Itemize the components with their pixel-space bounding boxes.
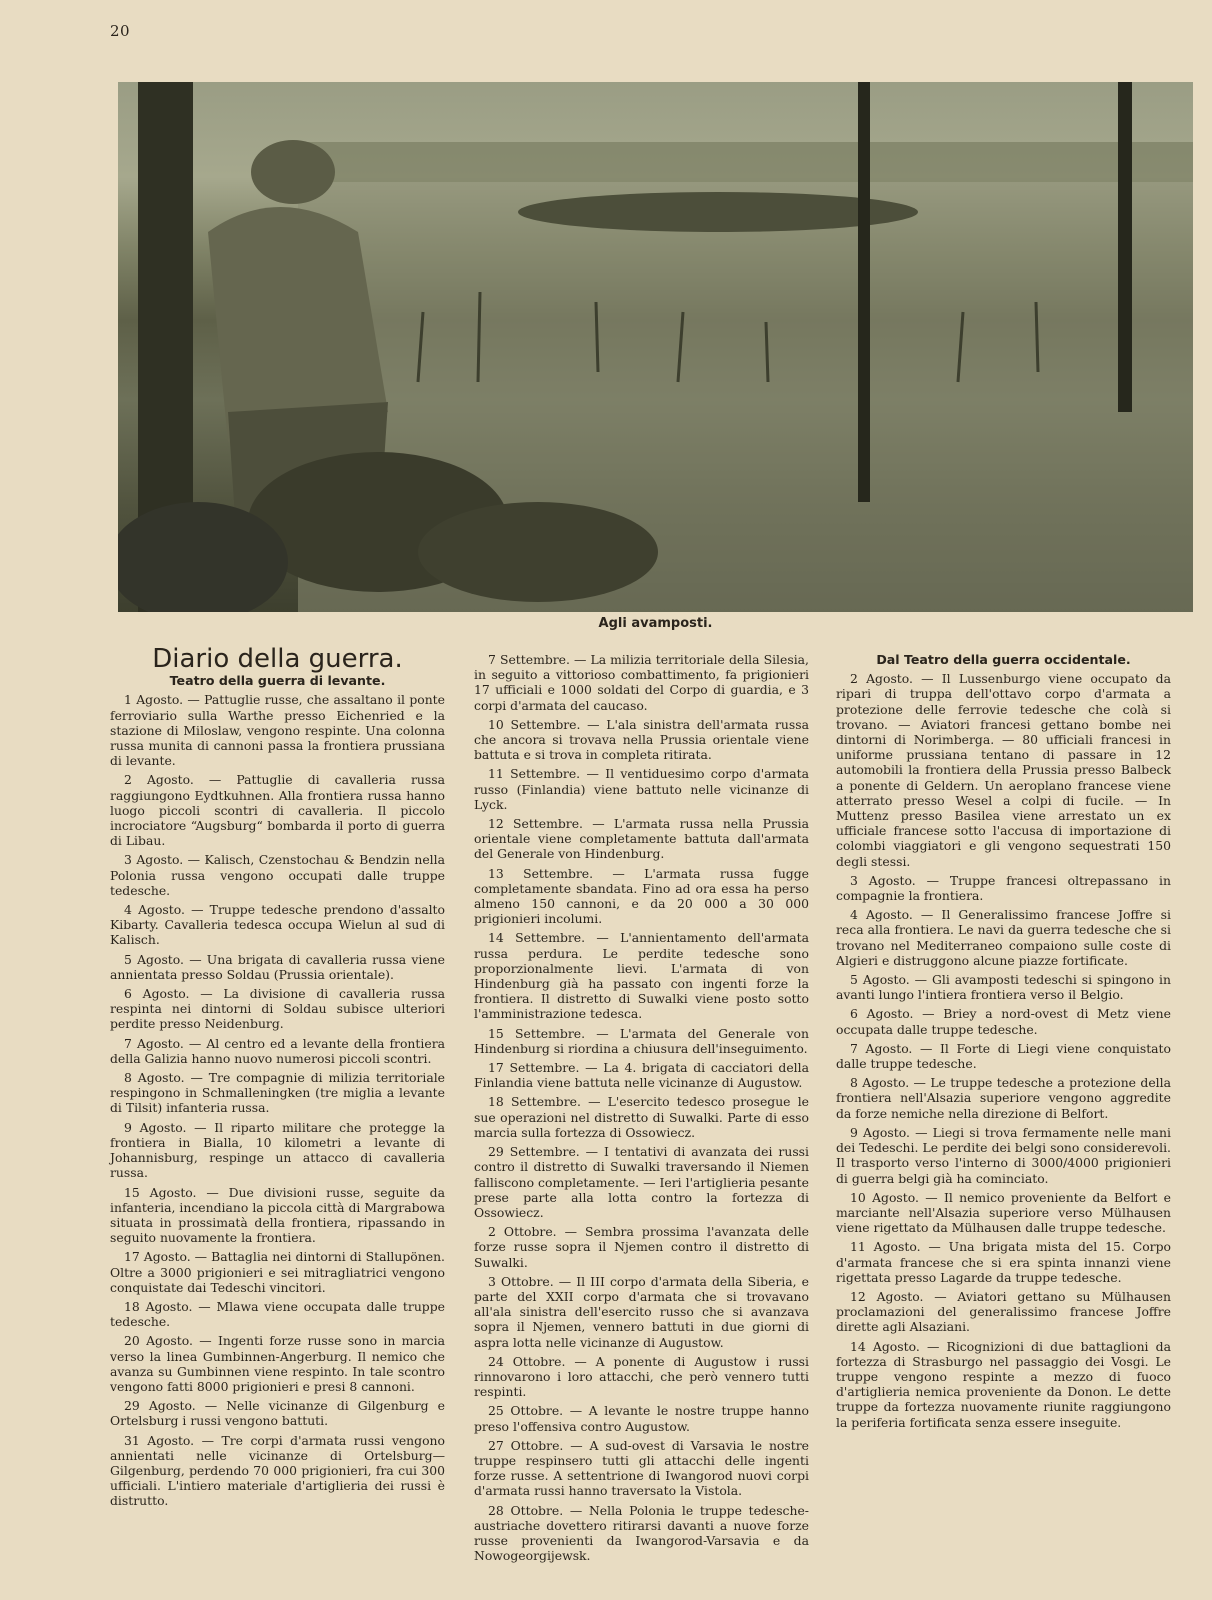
diary-entry: 18 Settembre. — L'esercito tedesco prosegue le sue operazioni nel distretto di Suwalki. Parte di esso marcia sulla fortezza di Ossowiecz. xyxy=(474,1094,809,1140)
diary-entry: 13 Settembre. — L'armata russa fugge completamente sbandata. Fino ad ora essa ha perso almeno 150 cannoni, e da 20 000 a 30 000 prigionieri incolumi. xyxy=(474,865,809,927)
column-2-entries xyxy=(474,652,809,1563)
diary-entry: 17 Settembre. — La 4. brigata di cacciatori della Finlandia viene battuta nelle vicinanze di Augustow. xyxy=(474,1060,809,1091)
diary-entry: 8 Agosto. — Tre compagnie di milizia territoriale respingono in Schmalleningken (tre miglia a levante di Tilsit) infanteria russa. xyxy=(110,1070,445,1116)
article-title: Diario della guerra. xyxy=(152,644,403,674)
diary-entry: 1 Agosto. — Pattuglie russe, che assaltano il ponte ferroviario sulla Warthe presso Eichenried e la stazione di Miloslaw, vengono respinte. Una colonna russa munita di cannoni passa la frontiera prussiana di levante. xyxy=(110,692,445,769)
diary-entry: 15 Agosto. — Due divisioni russe, seguite da infanteria, incendiano la piccola città di Margrabowa situata in prossimatà della frontiera, ripassando in seguito nuovamente la frontiera. xyxy=(110,1184,445,1246)
diary-entry: 3 Agosto. — Kalisch, Czenstochau & Bendzin nella Polonia russa vengono occupati dalle truppe tedesche. xyxy=(110,852,445,898)
diary-entry: 8 Agosto. — Le truppe tedesche a protezione della frontiera nell'Alsazia superiore vengono aggredite da forze nemiche nella direzione di Belfort. xyxy=(836,1075,1171,1121)
diary-entry: 7 Agosto. — Al centro ed a levante della frontiera della Galizia hanno nuovo numerosi piccoli scontri. xyxy=(110,1035,445,1066)
diary-entry: 29 Agosto. — Nelle vicinanze di Gilgenburg e Ortelsburg i russi vengono battuti. xyxy=(110,1398,445,1429)
diary-entry: 6 Agosto. — Briey a nord-ovest di Metz viene occupata dalle truppe tedesche. xyxy=(836,1006,1171,1037)
diary-entry: 20 Agosto. — Ingenti forze russe sono in marcia verso la linea Gumbinnen-Angerburg. Il nemico che avanza su Gumbinnen viene respinto. In tale scontro vengono fatti 8000 prigionieri e presi 8 cannoni. xyxy=(110,1333,445,1394)
diary-entry: 17 Agosto. — Battaglia nei dintorni di Stallupönen. Oltre a 3000 prigionieri e sei mitragliatrici vengono conquistate dai Tedeschi vincitori. xyxy=(110,1249,445,1295)
diary-entry: 12 Settembre. — L'armata russa nella Prussia orientale viene completamente battuta dall'armata del Generale von Hindenburg. xyxy=(474,816,809,862)
diary-entry: 14 Agosto. — Ricognizioni di due battaglioni da fortezza di Strasburgo nel passaggio dei Vosgi. Le truppe vengono respinte a mezzo di fuoco d'artiglieria nemica proveniente da Donon. Le dette truppe da fortezza nuovamente riunite raggiungono la periferia fortificata senza essere inseguite. xyxy=(836,1338,1171,1430)
diary-entry: 25 Ottobre. — A levante le nostre truppe hanno preso l'offensiva contro Augustow. xyxy=(474,1403,809,1434)
column-3 xyxy=(836,652,1171,1434)
diary-entry: 6 Agosto. — La divisione di cavalleria russa respinta nei dintorni di Soldau subisce ulteriori perdite presso Neidenburg. xyxy=(110,986,445,1032)
diary-entry: 2 Agosto. — Il Lussenburgo viene occupato da ripari di truppa dell'ottavo corpo d'armata a protezione delle ferrovie tedesche che colà si trovano. — Aviatori francesi gettano bombe nei dintorni di Norimberga. — 80 ufficiali francesi in uniforme prussiana tentano di passare in 12 automobili la frontiera della Prussia presso Balbeck a ponente di Geldern. Un aeroplano francese viene atterrato presso Wesel a colpi di fucile. — In Muttenz presso Basilea viene arrestato un ex ufficiale francese sotto l'accusa di importazione di colombi viaggiatori e gli vengono sequestrati 150 degli stessi. xyxy=(836,671,1171,869)
diary-entry: 3 Ottobre. — Il III corpo d'armata della Siberia, e parte del XXII corpo d'armata che si trovavano all'ala sinistra dell'esercito russo che si avanzava sopra il Njemen, vennero battuti in due giorni di aspra lotta nelle vicinanze di Augustow. xyxy=(474,1273,809,1350)
diary-entry: 2 Ottobre. — Sembra prossima l'avanzata delle forze russe sopra il Njemen contro il distretto di Suwalki. xyxy=(474,1224,809,1270)
diary-entry: 10 Agosto. — Il nemico proveniente da Belfort e marciante nell'Alsazia superiore verso Mülhausen viene rigettato da Mülhausen dalle truppe tedesche. xyxy=(836,1189,1171,1236)
diary-entry: 9 Agosto. — Liegi si trova fermamente nelle mani dei Tedeschi. Le perdite dei belgi sono considerevoli. Il trasporto verso l'interno di 3000/4000 prigionieri di guerra belgi già ha cominciato. xyxy=(836,1124,1171,1186)
photo-caption: Agli avamposti. xyxy=(598,616,713,631)
diary-entry: 4 Agosto. — Truppe tedesche prendono d'assalto Kibarty. Cavalleria tedesca occupa Wielun al sud di Kalisch. xyxy=(110,902,445,948)
diary-entry: 18 Agosto. — Mlawa viene occupata dalle truppe tedesche. xyxy=(110,1298,445,1330)
diary-entry: 9 Agosto. — Il riparto militare che protegge la frontiera in Bialla, 10 kilometri a levante di Johannisburg, respinge un attacco di cavalleria russa. xyxy=(110,1119,445,1181)
diary-entry: 7 Agosto. — Il Forte di Liegi viene conquistato dalle truppe tedesche. xyxy=(836,1040,1171,1072)
diary-entry: 3 Agosto. — Truppe francesi oltrepassano in compagnie la frontiera. xyxy=(836,872,1171,904)
column-3-entries xyxy=(836,671,1171,1430)
diary-entry: 28 Ottobre. — Nella Polonia le truppe tedesche-austriache dovettero ritirarsi davanti a nuove forze russe provenienti da Iwangorod-Varsavia e da Nowogeorgijewsk. xyxy=(474,1502,809,1564)
section-title-west: Dal Teatro della guerra occidentale. xyxy=(876,652,1131,667)
column-2 xyxy=(474,652,809,1567)
diary-entry: 15 Settembre. — L'armata del Generale von Hindenburg si riordina a chiusura dell'inseguimento. xyxy=(474,1025,809,1056)
photograph xyxy=(118,82,1193,612)
diary-entry: 10 Settembre. — L'ala sinistra dell'armata russa che ancora si trovava nella Prussia orientale viene battuta e si trova in completa ritirata. xyxy=(474,716,809,763)
column-1 xyxy=(110,644,445,1513)
outpost-photo-illustration xyxy=(118,82,1193,612)
diary-entry: 7 Settembre. — La milizia territoriale della Silesia, in seguito a vittorioso combattimento, fa prigionieri 17 ufficiali e 1000 soldati del Corpo di guardia, e 3 corpi d'armata del caucaso. xyxy=(474,652,809,713)
diary-entry: 5 Agosto. — Una brigata di cavalleria russa viene annientata presso Soldau (Prussia orientale). xyxy=(110,951,445,982)
section-title-east: Teatro della guerra di levante. xyxy=(169,673,386,689)
diary-entry: 11 Settembre. — Il ventiduesimo corpo d'armata russo (Finlandia) viene battuto nelle vicinanze di Lyck. xyxy=(474,766,809,812)
diary-entry: 29 Settembre. — I tentativi di avanzata dei russi contro il distretto di Suwalki traversando il Niemen falliscono completamente. — Ieri l'artiglieria pesante prese parte alla lotta contro la fortezza di Ossowiecz. xyxy=(474,1144,809,1220)
diary-entry: 27 Ottobre. — A sud-ovest di Varsavia le nostre truppe respinsero tutti gli attacchi delle ingenti forze russe. A settentrione di Iwangorod nuovi corpi d'armata russi hanno traversato la Vistola. xyxy=(474,1437,809,1499)
diary-entry: 5 Agosto. — Gli avamposti tedeschi si spingono in avanti lungo l'intiera frontiera verso il Belgio. xyxy=(836,972,1171,1003)
diary-entry: 11 Agosto. — Una brigata mista del 15. Corpo d'armata francese che si era spinta innanzi viene rigettata presso Lagarde da truppe tedesche. xyxy=(836,1239,1171,1285)
diary-entry: 2 Agosto. — Pattuglie di cavalleria russa raggiungono Eydtkuhnen. Alla frontiera russa hanno luogo piccoli scontri di cavalleria. Il piccolo incrociatore “Augsburg“ bombarda il porto di guerra di Libau. xyxy=(110,772,445,849)
column-1-entries xyxy=(110,692,445,1508)
diary-entry: 31 Agosto. — Tre corpi d'armata russi vengono annientati nelle vicinanze di Ortelsburg—Gilgenburg, perdendo 70 000 prigionieri, fra cui 300 ufficiali. L'intiero materiale d'artiglieria dei russi è distrutto. xyxy=(110,1432,445,1509)
diary-entry: 14 Settembre. — L'annientamento dell'armata russa perdura. Le perdite tedesche sono proporzionalmente lievi. L'armata di von Hindenburg già ha passato con ingenti forze la frontiera. Il distretto di Suwalki viene posto sotto l'amministrazione tedesca. xyxy=(474,930,809,1022)
diary-entry: 4 Agosto. — Il Generalissimo francese Joffre si reca alla frontiera. Le navi da guerra tedesche che si trovano nel Mediterraneo compaiono sulle coste di Algieri e distruggono alcune piazze fortificate. xyxy=(836,907,1171,968)
diary-entry: 12 Agosto. — Aviatori gettano su Mülhausen proclamazioni del generalissimo francese Joffre dirette agli Alsaziani. xyxy=(836,1288,1171,1335)
diary-entry: 24 Ottobre. — A ponente di Augustow i russi rinnovarono i loro attacchi, che però vennero tutti respinti. xyxy=(474,1353,809,1400)
page-number: 20 xyxy=(110,22,131,40)
